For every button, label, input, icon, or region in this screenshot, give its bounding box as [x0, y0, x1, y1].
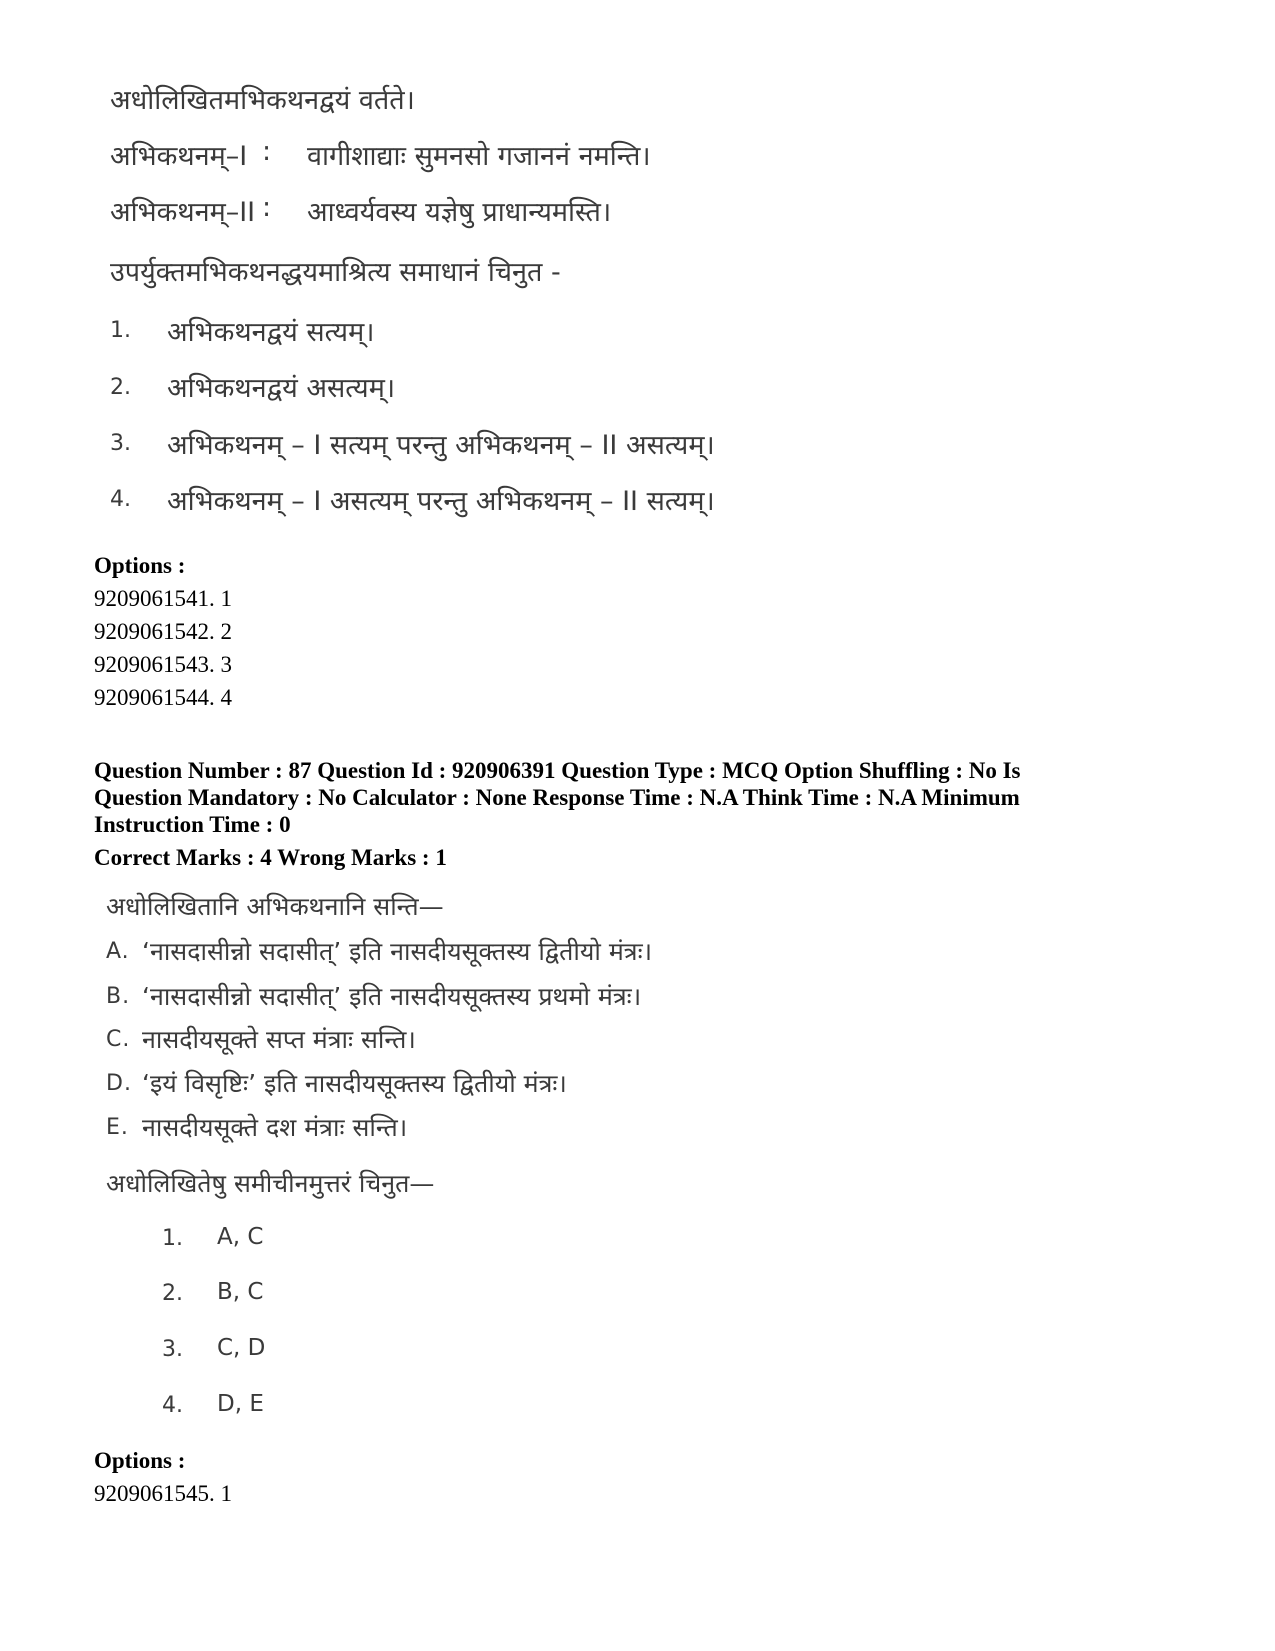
- option-line: 9209061543. 3: [94, 652, 232, 677]
- choice-text: अभिकथनद्वयं सत्यम्।: [167, 317, 375, 348]
- choice-text: अभिकथनम् – I असत्यम् परन्तु अभिकथनम् – II सत्यम्।: [167, 486, 715, 517]
- choice-number: 1.: [110, 318, 131, 343]
- choice-number: 3.: [110, 431, 131, 456]
- statement-1-text: वागीशाद्याः सुमनसो गजाननं नमन्ति।: [307, 141, 651, 172]
- statement-text: ‘नासदासीन्नो सदासीत्’ इति नासदीयसूक्तस्य प्रथमो मंत्रः।: [142, 982, 642, 1011]
- option-line: 9209061542. 2: [94, 619, 232, 644]
- choice-number: 2.: [110, 375, 131, 400]
- choice-text: C, D: [217, 1335, 266, 1361]
- statement-1-label: अभिकथनम्–I: [110, 141, 248, 172]
- option-line: 9209061544. 4: [94, 685, 232, 710]
- option-line: 9209061541. 1: [94, 586, 232, 611]
- choice-text: अभिकथनम् – I सत्यम् परन्तु अभिकथनम् – II असत्यम्।: [167, 430, 715, 461]
- marks-line: Correct Marks : 4 Wrong Marks : 1: [94, 845, 447, 870]
- question-instruction: अधोलिखितेषु समीचीनमुत्तरं चिनुत—: [106, 1169, 435, 1198]
- statement-text: ‘इयं विसृष्टिः’ इति नासदीयसूक्तस्य द्वितीयो मंत्रः।: [142, 1069, 567, 1098]
- options-heading: Options :: [94, 1448, 186, 1473]
- statement-letter: B.: [106, 984, 131, 1009]
- question-intro: अधोलिखितानि अभिकथनानि सन्ति—: [106, 892, 444, 921]
- statement-letter: C.: [106, 1027, 131, 1052]
- statement-text: ‘नासदासीन्नो सदासीत्’ इति नासदीयसूक्तस्य द्वितीयो मंत्रः।: [142, 937, 653, 966]
- choice-text: B, C: [217, 1279, 264, 1305]
- choice-number: 1.: [162, 1226, 183, 1251]
- choice-number: 4.: [162, 1393, 183, 1418]
- meta-line: Question Number : 87 Question Id : 920906391 Question Type : MCQ Option Shuffling : No Is: [94, 758, 1021, 783]
- statement-2-sep: :: [262, 192, 272, 223]
- statement-letter: D.: [106, 1071, 132, 1096]
- question-intro: अधोलिखितमभिकथनद्वयं वर्तते।: [110, 85, 415, 116]
- statement-text: नासदीयसूक्ते सप्त मंत्राः सन्ति।: [142, 1025, 416, 1054]
- statement-text: नासदीयसूक्ते दश मंत्राः सन्ति।: [142, 1113, 408, 1142]
- choice-text: D, E: [217, 1391, 264, 1417]
- choice-number: 3.: [162, 1337, 183, 1362]
- question-instruction: उपर्युक्तमभिकथनद्धयमाश्रित्य समाधानं चिनुत -: [110, 257, 561, 288]
- choice-number: 4.: [110, 487, 131, 512]
- meta-line: Question Mandatory : No Calculator : None Response Time : N.A Think Time : N.A Minimum: [94, 785, 1020, 810]
- choice-text: अभिकथनद्वयं असत्यम्।: [167, 373, 396, 404]
- meta-line: Instruction Time : 0: [94, 812, 291, 837]
- options-heading: Options :: [94, 553, 186, 578]
- option-line: 9209061545. 1: [94, 1481, 232, 1506]
- statement-2-label: अभिकथनम्–II: [110, 197, 256, 228]
- statement-letter: A.: [106, 939, 130, 964]
- choice-number: 2.: [162, 1281, 183, 1306]
- statement-1-sep: :: [262, 136, 272, 167]
- statement-2-text: आध्वर्यवस्य यज्ञेषु प्राधान्यमस्ति।: [307, 197, 612, 228]
- statement-letter: E.: [106, 1115, 129, 1140]
- choice-text: A, C: [217, 1224, 264, 1250]
